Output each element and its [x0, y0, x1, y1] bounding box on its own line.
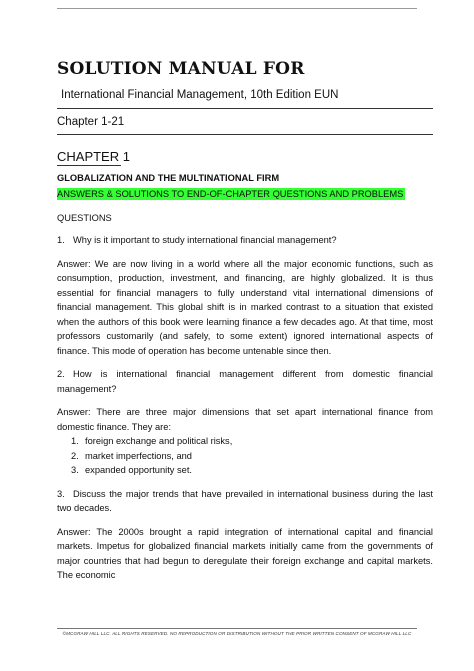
chapter-heading: CHAPTER 1: [57, 149, 130, 164]
answer-2: Answer: There are three major dimensions that set apart international finance from domestic finance. They are:: [57, 407, 433, 432]
document-title: SOLUTION MANUAL FOR: [57, 59, 305, 79]
question-number: 1.: [57, 235, 65, 245]
list-item: [71, 463, 433, 478]
chapter-range-divider: [57, 134, 433, 135]
question-number: 2.: [57, 369, 65, 379]
list-number: 1.: [71, 436, 79, 446]
document-page: [57, 58, 433, 583]
list-number: 2.: [71, 450, 79, 461]
footer-rule: [57, 628, 417, 629]
question-2: [57, 367, 433, 396]
chapter-heading-underline: [57, 165, 121, 166]
question-text: Why is it important to study international financial management?: [73, 235, 337, 245]
answer-3: Answer: The 2000s brought a rapid integration of international capital and financial markets. Impetus for globalized financial markets initially came from the governments of major countries that had begun to deregulate their foreign exchange and capital markets. The economic: [57, 526, 433, 580]
list-item: [71, 434, 433, 449]
answer-2-list: [57, 434, 433, 478]
answer-1: Answer: We are now living in a world where all the major economic functions, such as consumption, production, investment, and financing, are highly globalized. It is thus essential for financial managers to fully understand vital international dimensions of financial management. This global shift is in marked contrast to a situation that existed when the authors of this book were learning finance a few decades ago. At that time, most professors customarily (and safely, to some extent) ignored international aspects of finance. This mode of operation has become untenable since then.: [57, 258, 433, 356]
question-text: Discuss the major trends that have prevailed in international business during the last two decades.: [57, 488, 433, 513]
highlighted-heading: ANSWERS & SOLUTIONS TO END-OF-CHAPTER QUESTIONS AND PROBLEMS: [57, 189, 404, 199]
question-3: [57, 487, 433, 516]
chapter-range: Chapter 1-21: [57, 116, 125, 128]
title-divider: [57, 108, 433, 109]
chapter-title: GLOBALIZATION AND THE MULTINATIONAL FIRM: [57, 173, 280, 183]
question-text: How is international financial management different from domestic financial management?: [57, 369, 433, 394]
question-1: [57, 233, 433, 248]
list-text: foreign exchange and political risks,: [85, 436, 233, 446]
document-subtitle: International Financial Management, 10th Edition EUN: [61, 89, 339, 101]
list-text: expanded opportunity set.: [85, 465, 192, 475]
list-item: [71, 449, 433, 464]
question-number: 3.: [57, 488, 65, 499]
copyright-footer: ©MCGRAW HILL LLC. ALL RIGHTS RESERVED. NO REPRODUCTION OR DISTRIBUTION WITHOUT THE PRIOR WRITTEN CONSENT OF MCGRAW HILL LLC: [62, 631, 412, 636]
list-number: 3.: [71, 465, 79, 475]
list-text: market imperfections, and: [85, 450, 192, 461]
section-label: QUESTIONS: [57, 213, 112, 223]
top-rule: [57, 8, 417, 9]
